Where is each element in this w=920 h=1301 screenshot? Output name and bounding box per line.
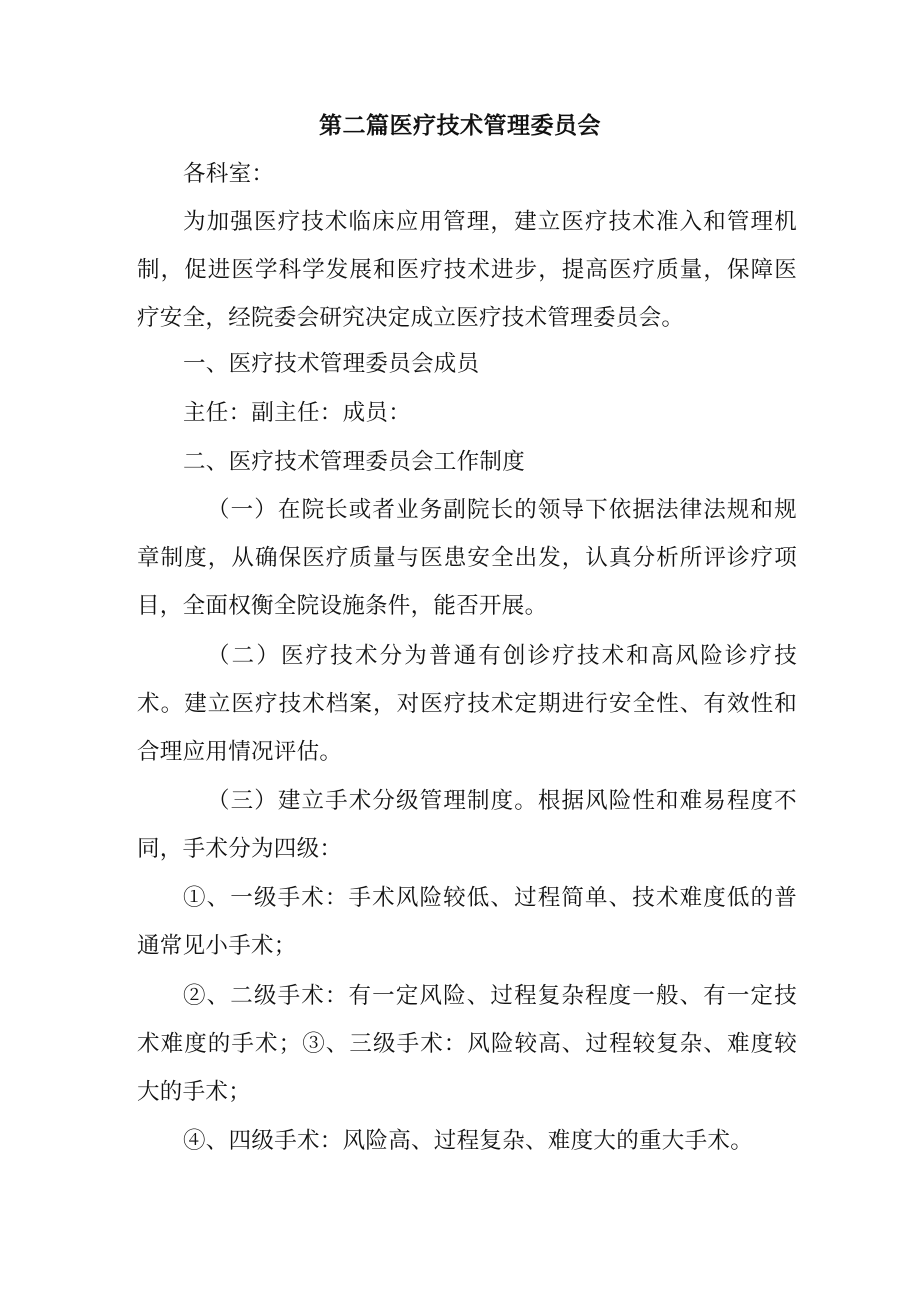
members-line: 主任：副主任：成员： [183,400,412,426]
surgery-level-4: ④、四级手术：风险高、过程复杂、难度大的重大手术。 [183,1128,754,1154]
rule-item-3: （三）建立手术分级管理制度。根据风险性和难易程度不同，手术分为四级： [137,788,797,862]
intro-paragraph: 为加强医疗技术临床应用管理，建立医疗技术准入和管理机制，促进医学科学发展和医疗技术进步，提高医疗质量，保障医疗安全，经院委会研究决定成立医疗技术管理委员会。 [137,209,797,331]
rule-item-2: （二）医疗技术分为普通有创诊疗技术和高风险诊疗技术。建立医疗技术档案，对医疗技术定期进行安全性、有效性和合理应用情况评估。 [137,643,797,765]
surgery-level-2-3: ②、二级手术：有一定风险、过程复杂程度一般、有一定技术难度的手术；③、三级手术：风险较高、过程较复杂、难度较大的手术； [137,983,797,1105]
salutation: 各科室： [183,161,275,187]
section-heading-members: 一、医疗技术管理委员会成员 [183,351,480,377]
rule-item-1: （一）在院长或者业务副院长的领导下依据法律法规和规章制度，从确保医疗质量与医患安全出发，认真分析所评诊疗项目，全面权衡全院设施条件，能否开展。 [137,497,797,619]
section-heading-rules: 二、医疗技术管理委员会工作制度 [183,449,526,475]
document-title: 第二篇医疗技术管理委员会 [319,112,601,139]
surgery-level-1: ①、一级手术：手术风险较低、过程简单、技术难度低的普通常见小手术； [137,885,797,959]
